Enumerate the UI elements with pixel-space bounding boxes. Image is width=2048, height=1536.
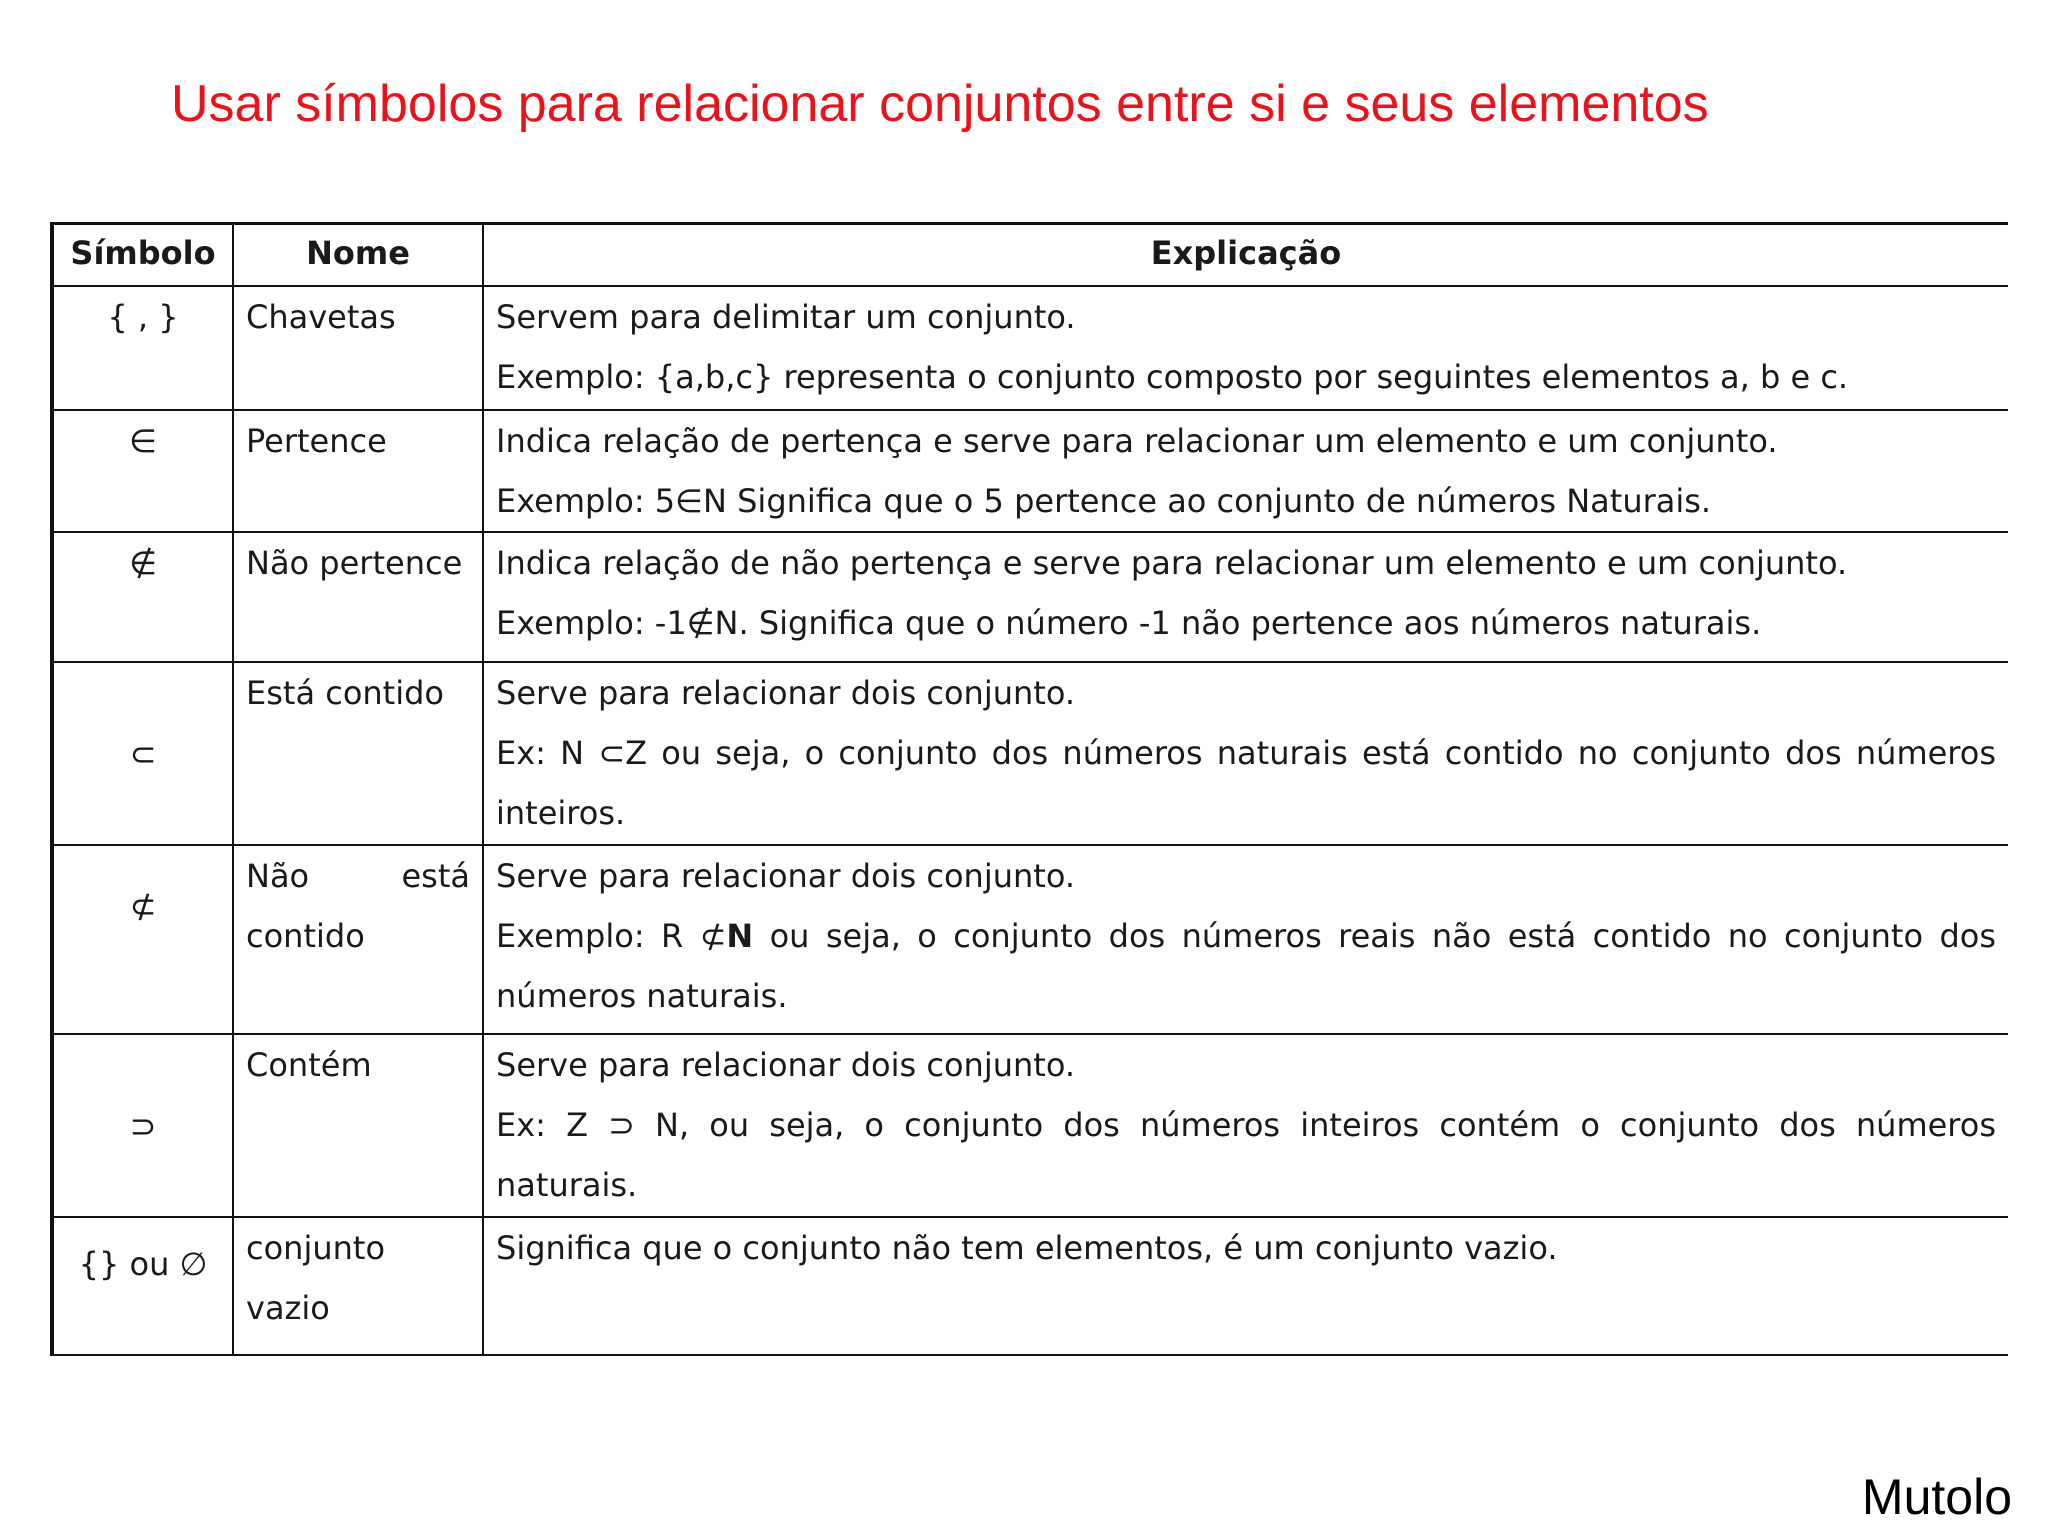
explanation-cell	[483, 662, 2008, 845]
symbol-cell: ⊄	[52, 845, 233, 1034]
explanation-line: Serve para relacionar dois conjunto.	[496, 1046, 1075, 1084]
explanation-line: Exemplo: 5∈N Significa que o 5 pertence ao conjunto de números Naturais.	[496, 482, 1712, 520]
page-title: Usar símbolos para relacionar conjuntos entre si e seus elementos	[171, 75, 1709, 133]
name-cell: Não pertence	[233, 532, 483, 662]
symbol-cell: ∈	[52, 410, 233, 532]
name-cell: Contém	[233, 1034, 483, 1217]
explanation-line: Serve para relacionar dois conjunto.	[496, 674, 1075, 712]
explanation-line: Significa que o conjunto não tem elementos, é um conjunto vazio.	[496, 1229, 1558, 1267]
name-cell: Pertence	[233, 410, 483, 532]
name-cell: conjunto vazio	[233, 1217, 483, 1355]
explanation-line: Indica relação de não pertença e serve para relacionar um elemento e um conjunto.	[496, 544, 1848, 582]
explanation-cell	[483, 1217, 2008, 1355]
explanation-line: Ex: Z ⊃ N, ou seja, o conjunto dos números inteiros contém o conjunto dos números naturais.	[496, 1106, 1996, 1204]
explanation-line	[496, 906, 1996, 1026]
explanation-cell	[483, 410, 2008, 532]
name-cell: Não está contido	[233, 845, 483, 1034]
table-row	[52, 662, 2008, 845]
table-row	[52, 532, 2008, 662]
explanation-cell	[483, 845, 2008, 1034]
symbol-cell: {} ou ∅	[52, 1217, 233, 1355]
symbols-table	[50, 222, 2008, 1356]
explanation-cell	[483, 532, 2008, 662]
explanation-line: Exemplo: {a,b,c} representa o conjunto composto por seguintes elementos a, b e c.	[496, 358, 1849, 396]
header-name: Nome	[233, 224, 483, 287]
symbol-cell: ⊂	[52, 662, 233, 845]
author-label: Mutolo	[1861, 1469, 2012, 1525]
symbols-table-container	[50, 222, 2008, 1356]
name-cell: Está contido	[233, 662, 483, 845]
table-header-row	[52, 224, 2008, 287]
header-explanation: Explicação	[483, 224, 2008, 287]
name-cell: Chavetas	[233, 286, 483, 410]
table-row	[52, 845, 2008, 1034]
explanation-cell	[483, 1034, 2008, 1217]
explanation-cell	[483, 286, 2008, 410]
table-row	[52, 1034, 2008, 1217]
explanation-fragment: ou seja, o conjunto dos números reais não está contido no conjunto dos números naturais.	[496, 917, 1996, 1015]
explanation-line: Exemplo: -1∉N. Significa que o número -1 não pertence aos números naturais.	[496, 604, 1762, 642]
table-row	[52, 410, 2008, 532]
explanation-line: Servem para delimitar um conjunto.	[496, 298, 1076, 336]
explanation-line: Indica relação de pertença e serve para relacionar um elemento e um conjunto.	[496, 422, 1778, 460]
table-row	[52, 286, 2008, 410]
explanation-fragment: Exemplo: R ⊄	[496, 917, 727, 955]
explanation-line: Serve para relacionar dois conjunto.	[496, 857, 1075, 895]
explanation-line: Ex: N ⊂Z ou seja, o conjunto dos números naturais está contido no conjunto dos números inteiros.	[496, 734, 1996, 832]
table-row	[52, 1217, 2008, 1355]
header-symbol: Símbolo	[52, 224, 233, 287]
symbol-cell: { , }	[52, 286, 233, 410]
symbol-cell: ∉	[52, 532, 233, 662]
symbol-cell: ⊃	[52, 1034, 233, 1217]
bold-set-symbol: N	[726, 917, 754, 955]
